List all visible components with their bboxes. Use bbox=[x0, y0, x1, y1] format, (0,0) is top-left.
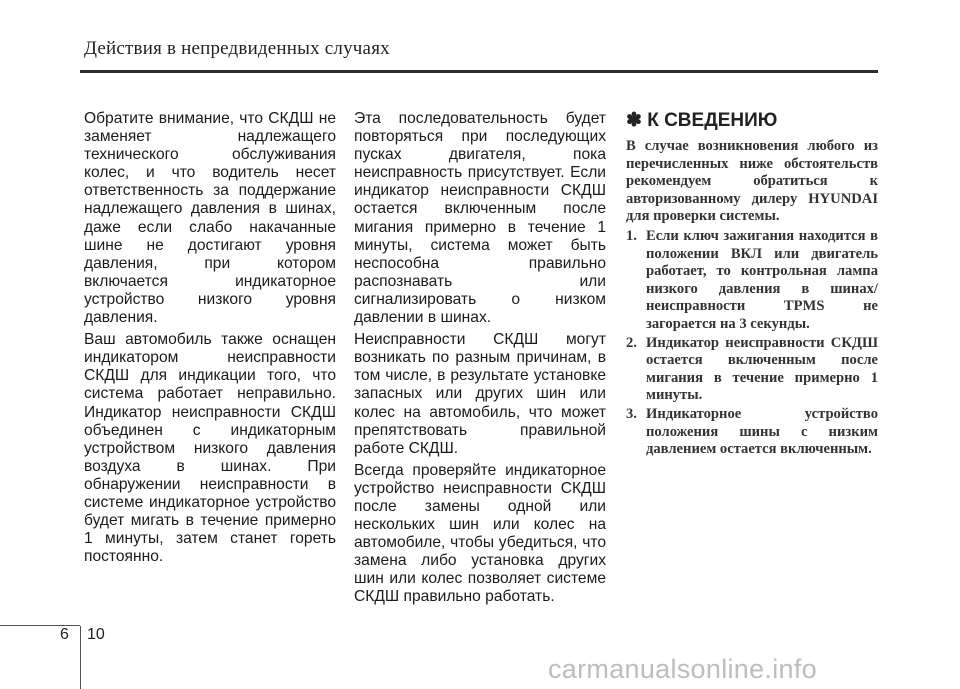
list-item bbox=[626, 228, 878, 334]
text-column-2 bbox=[354, 110, 606, 611]
header-divider bbox=[80, 70, 878, 73]
note-heading: ✽ К СВЕДЕНИЮ bbox=[626, 110, 778, 131]
list-item bbox=[626, 335, 878, 405]
paragraph: Неисправности СКДШ могут возникать по разным причинам, в том числе, в результате установке запасных или других шин или колес на автомобиль, что может препятствовать правильной работе СКДШ. bbox=[354, 331, 606, 457]
list-item bbox=[626, 406, 878, 459]
paragraph: Ваш автомобиль также оснащен индикатором неисправности СКДШ для индикации того, что система работает неправильно. Индикатор неисправности СКДШ объединен с индикаторным устройством низкого давления воздуха в шинах. При обнаружении неисправности в системе индикаторное устройство будет мигать в течение примерно 1 минуты, затем станет гореть постоянно. bbox=[84, 331, 336, 566]
chapter-number: 6 bbox=[60, 626, 69, 643]
paragraph: Обратите внимание, что СКДШ не заменяет надлежащего технического обслуживания колес, и что водитель несет ответственность за поддержание надлежащего давления в шинах, даже если слабо накачанные шине не достигают уровня давления, при котором включается индикаторное устройство низкого уровня давления. bbox=[84, 110, 336, 327]
footer-page-divider bbox=[80, 626, 81, 689]
note-list bbox=[626, 228, 878, 459]
note-column bbox=[626, 110, 878, 460]
section-title: Действия в непредвиденных случаях bbox=[84, 38, 390, 59]
text-column-1 bbox=[84, 110, 336, 570]
page-number: 10 bbox=[87, 626, 105, 643]
paragraph: Эта последовательность будет повторяться при последующих пусках двигателя, пока неисправность присутствует. Если индикатор неисправности СКДШ остается включенным после мигания примерно в течение 1 минуты, система может быть неспособна правильно распознавать или сигнализировать о низком давлении в шинах. bbox=[354, 110, 606, 327]
list-item-number: 1. bbox=[626, 227, 637, 244]
paragraph: Всегда проверяйте индикаторное устройство неисправности СКДШ после замены одной или нескольких шин или колес на автомобиле, чтобы убедиться, что замена либо установка других шин или колес позволяет системе СКДШ правильно работать. bbox=[354, 461, 606, 606]
list-item-text: Индикатор неисправности СКДШ остается включенным после мигания в течение примерно 1 минуты. bbox=[646, 334, 878, 404]
watermark: carmanualsonline.info bbox=[548, 654, 817, 684]
list-item-number: 3. bbox=[626, 405, 637, 422]
list-item-text: Индикаторное устройство положения шины с низким давлением остается включенным. bbox=[646, 405, 878, 458]
list-item-text: Если ключ зажигания находится в положении ВКЛ или двигатель работает, то контрольная лампа низкого давления в шинах/ неисправности TPMS не загорается на 3 секунды. bbox=[646, 227, 878, 332]
note-intro: В случае возникновения любого из перечисленных ниже обстоятельств рекомендуем обратиться к авторизованному дилеру HYUNDAI для проверки системы. bbox=[626, 138, 878, 225]
list-item-number: 2. bbox=[626, 334, 637, 351]
